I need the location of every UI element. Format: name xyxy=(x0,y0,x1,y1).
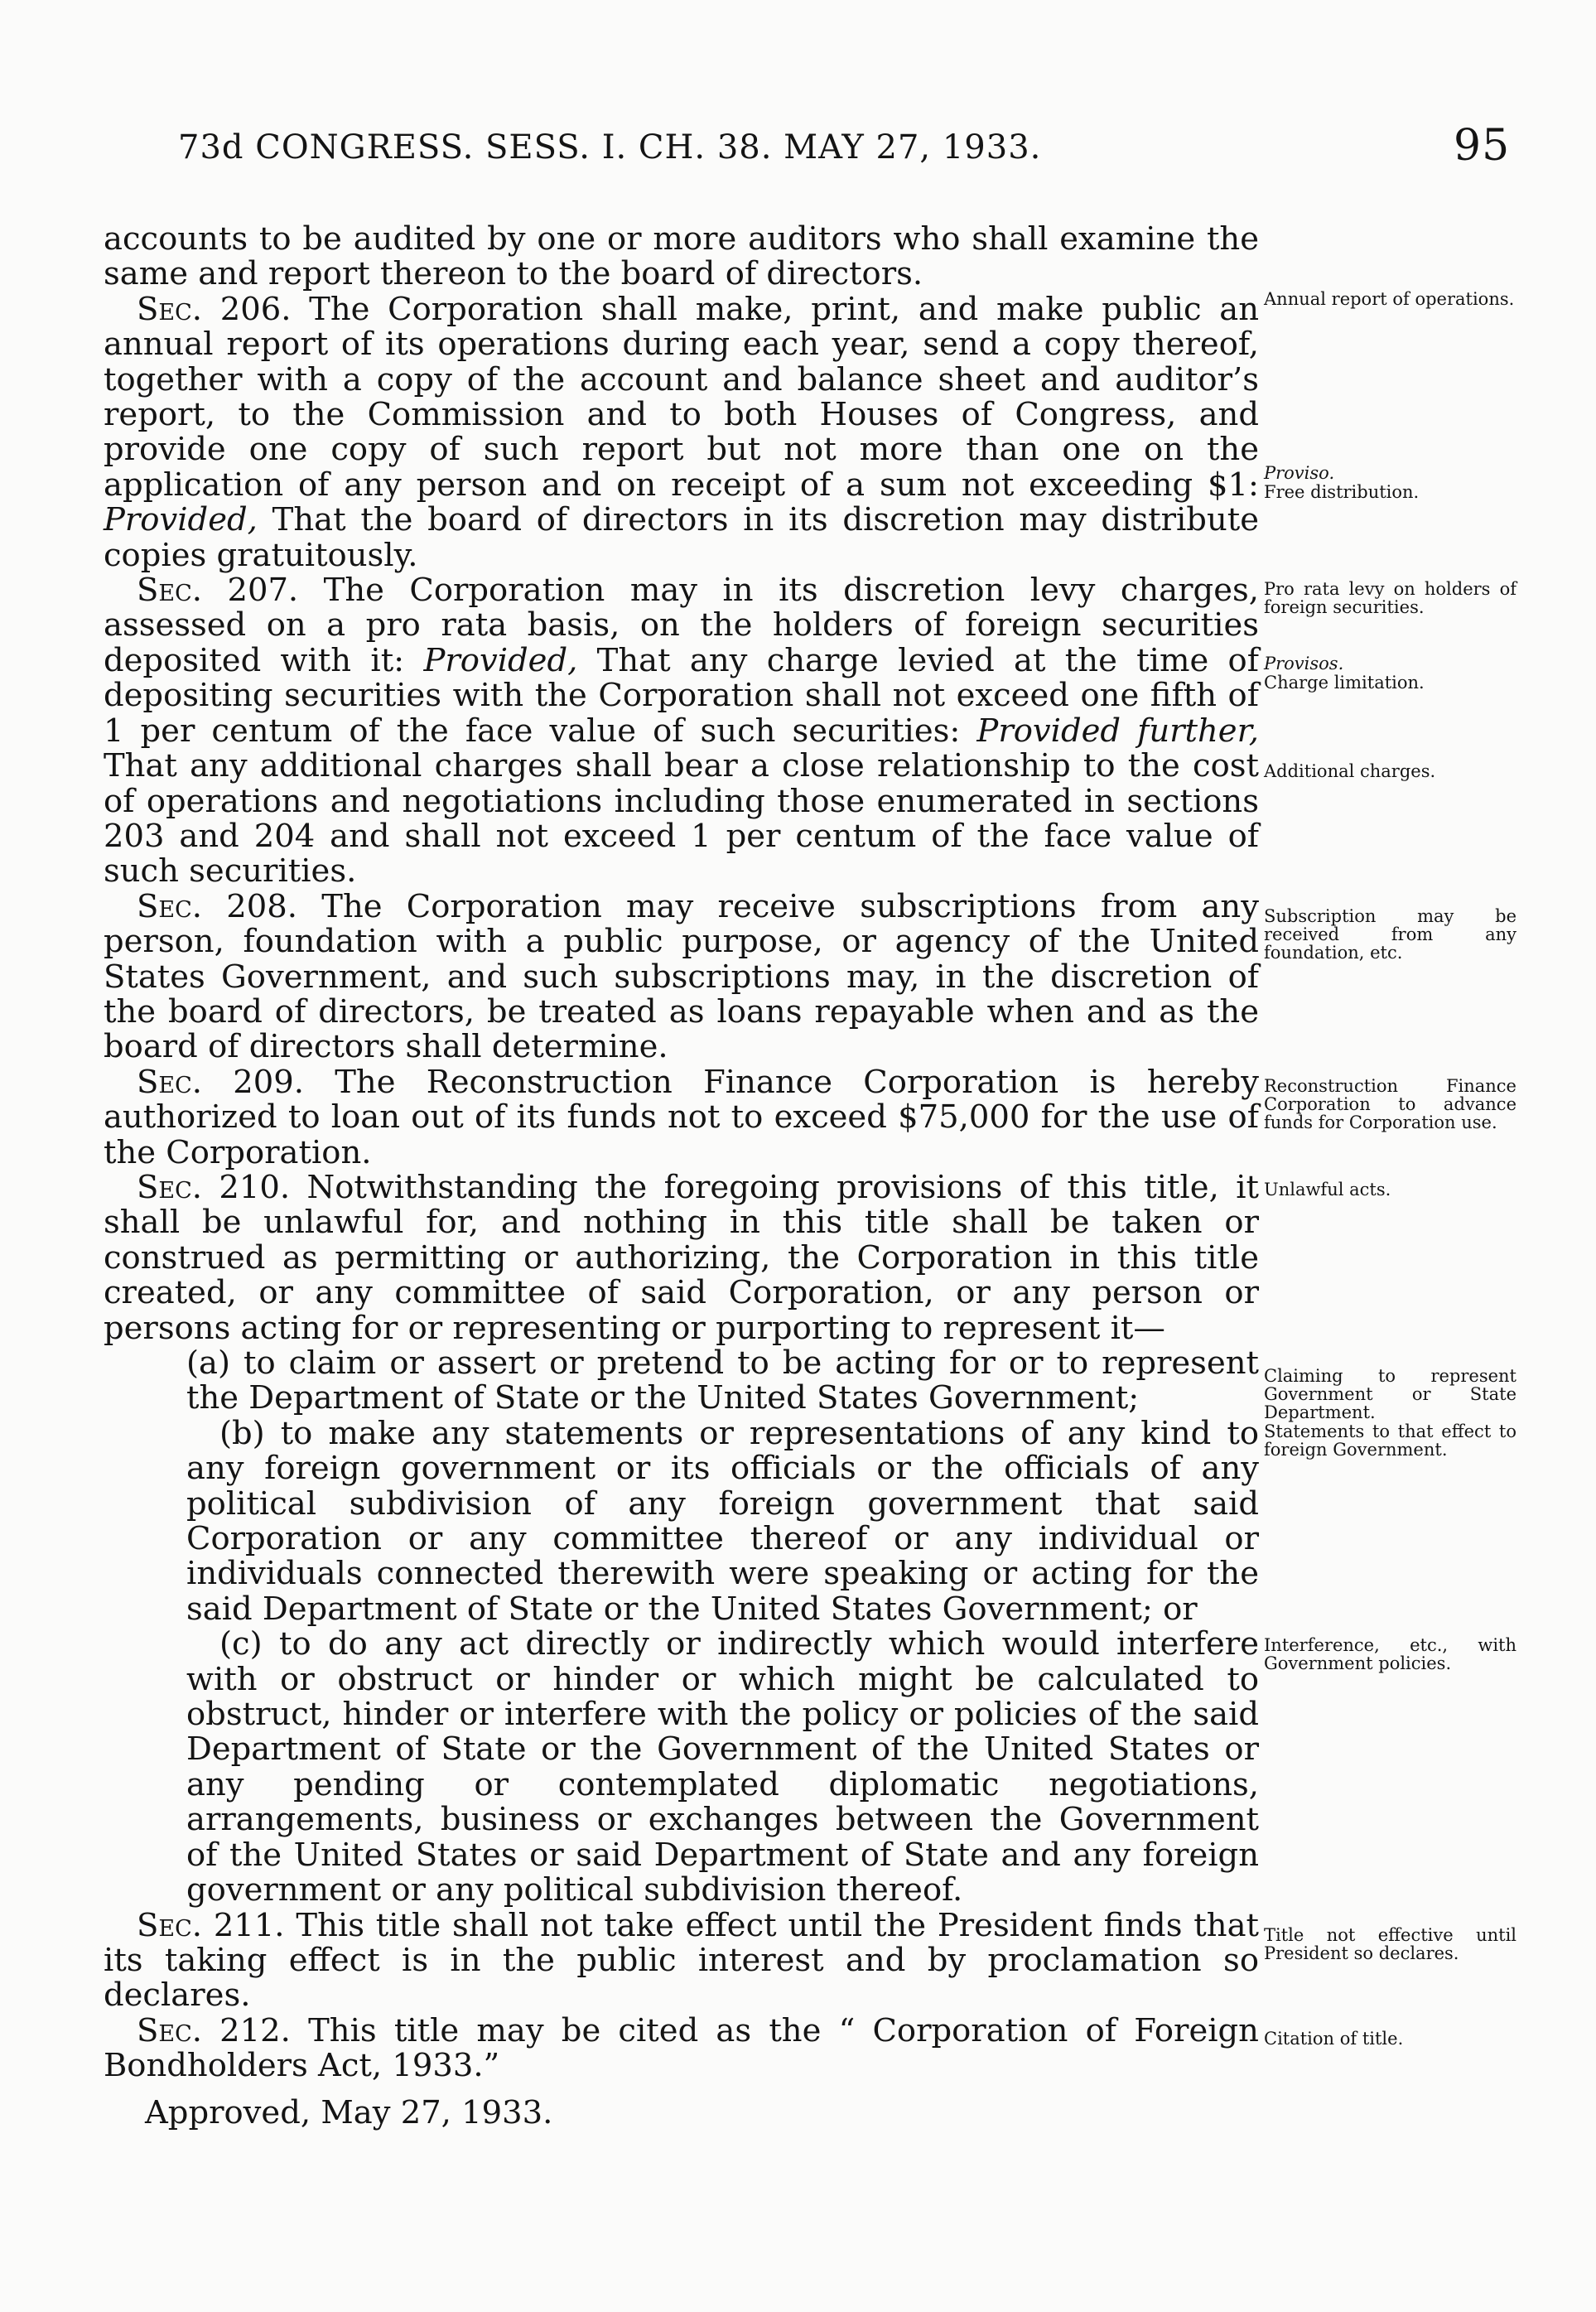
section-text-tail: That any additional charges shall bear a close relationship to the cost of operations and negotiations including those enumerated in sections 203 and 204 and shall not exceed 1 per centum of the face value of such securities. xyxy=(104,747,1259,891)
section-text-tail: That the board of directors in its discretion may distribute copies gratuitously. xyxy=(104,501,1259,574)
margin-note-subscriptions: Subscription may be received from any foundation, etc. xyxy=(1264,906,1516,963)
proviso-word: Provided, xyxy=(423,641,578,679)
margin-note-provisos xyxy=(1264,654,1516,692)
margin-note-citation: Citation of title. xyxy=(1264,2029,1404,2049)
section-label: Sec. 210. xyxy=(137,1168,291,1206)
section-text: The Corporation shall make, print, and make public an annual report of its operations during each year, send a copy thereof, together with a copy of the account and balance sheet and auditor’s report, to the Commission and to both Houses of Congress, and provide one copy of such report but not more than one on the application of any person and on receipt of a sum not exceeding $1: xyxy=(104,290,1259,504)
page-number: 95 xyxy=(1454,121,1511,171)
section-text: The Corporation may in its discretion levy charges, assessed on a pro rata basis, on the holders of foreign securities deposited with it: xyxy=(104,572,1259,679)
statute-body xyxy=(104,222,1259,2131)
section-text: The Reconstruction Finance Corporation is hereby authorized to loan out of its funds not to exceed $75,000 for the use of the Corporation. xyxy=(104,1063,1259,1171)
margin-note-title-not-effective: Title not effective until President so declares. xyxy=(1264,1925,1516,1963)
section-label: Sec. 206. xyxy=(137,290,292,328)
section-208 xyxy=(104,887,1259,1066)
section-210 xyxy=(104,1170,1259,1346)
running-head: 73d CONGRESS. SESS. I. CH. 38. MAY 27, 1933. xyxy=(178,128,1042,167)
section-label: Sec. 207. xyxy=(137,572,299,610)
section-206 xyxy=(104,292,1259,573)
proviso-word: Provided, xyxy=(104,501,258,539)
section-text: This title may be cited as the “ Corporation of Foreign Bondholders Act, 1933.” xyxy=(104,2011,1259,2085)
clause-c: (c) to do any act directly or indirectly which would interfere with or obstruct or hinder or which might be calculated to obstruct, hinder or interfere with the policy or policies of the said Department of State or the Government of the United States or any pending or contemplated diplomatic negotiations, arrangements, business or exchanges between the Government of the United States or said Department of State and any foreign government or any political subdivision thereof. xyxy=(186,1625,1259,1909)
section-207 xyxy=(104,573,1259,890)
section-text-mid: That any charge levied at the time of depositing securities with the Corporation shall not exceed one fifth of 1 per centum of the face value of such securities: xyxy=(104,641,1259,750)
margin-note-interference: Interference, etc., with Government policies. xyxy=(1264,1635,1516,1673)
margin-note-charge-limitation: Charge limitation. xyxy=(1264,673,1425,693)
margin-note-claiming-text: Claiming to represent Government or State Department. xyxy=(1264,1366,1516,1422)
section-text: This title shall not take effect until the President finds that its taking effect is in the public interest and by proclamation so declares. xyxy=(104,1906,1259,2015)
margin-note-annual-report: Annual report of operations. xyxy=(1264,289,1515,309)
margin-note-additional-charges: Additional charges. xyxy=(1264,761,1436,781)
approval-line: Approved, May 27, 1933. xyxy=(145,2093,553,2131)
section-label: Sec. 212. xyxy=(137,2011,291,2049)
margin-note-statements: Statements to that effect to foreign Government. xyxy=(1264,1421,1516,1460)
margin-note-claiming xyxy=(1264,1367,1516,1459)
section-211 xyxy=(104,1906,1259,2015)
margin-note-proviso-label: Proviso. xyxy=(1264,463,1335,483)
section-text: Notwithstanding the foregoing provisions of this title, it shall be unlawful for, and nothing in this title shall be taken or construed as permitting or authorizing, the Corporation in this title created, or any committee of said Corporation, or any person or persons acting for or representing or purporting to represent it— xyxy=(104,1168,1259,1347)
margin-note-pro-rata-levy: Pro rata levy on holders of foreign securities. xyxy=(1264,579,1516,617)
margin-note-rfc-advance: Reconstruction Finance Corporation to advance funds for Corporation use. xyxy=(1264,1076,1516,1132)
margin-note-unlawful-acts: Unlawful acts. xyxy=(1264,1180,1391,1199)
paragraph-continuation: accounts to be audited by one or more auditors who shall examine the same and report thereon to the board of directors. xyxy=(104,220,1259,293)
section-label: Sec. 208. xyxy=(137,887,297,925)
section-label: Sec. 209. xyxy=(137,1063,304,1101)
section-209 xyxy=(104,1065,1259,1170)
clause-b: (b) to make any statements or representations of any kind to any foreign government or its officials or the officials of any political subdivision of any foreign government that said Corporation or any committee thereof or any individual or individuals connected therewith were speaking or acting for the said Department of State or the United States Government; or xyxy=(186,1414,1259,1628)
proviso-further: Provided further, xyxy=(976,712,1259,750)
margin-note-provisos-label: Provisos. xyxy=(1264,654,1344,673)
section-label: Sec. 211. xyxy=(137,1906,285,1944)
margin-note-free-distribution: Free distribution. xyxy=(1264,482,1420,502)
section-text: The Corporation may receive subscriptions from any person, foundation with a public purpose, or agency of the United States Government, and such subscriptions may, in the discretion of the board of directors, be treated as loans repayable when and as the board of directors shall determine. xyxy=(104,887,1259,1066)
section-212 xyxy=(104,2011,1259,2085)
margin-note-proviso xyxy=(1264,464,1516,501)
clause-a: (a) to claim or assert or pretend to be acting for or to represent the Department of State or the United States Government; xyxy=(186,1344,1259,1417)
